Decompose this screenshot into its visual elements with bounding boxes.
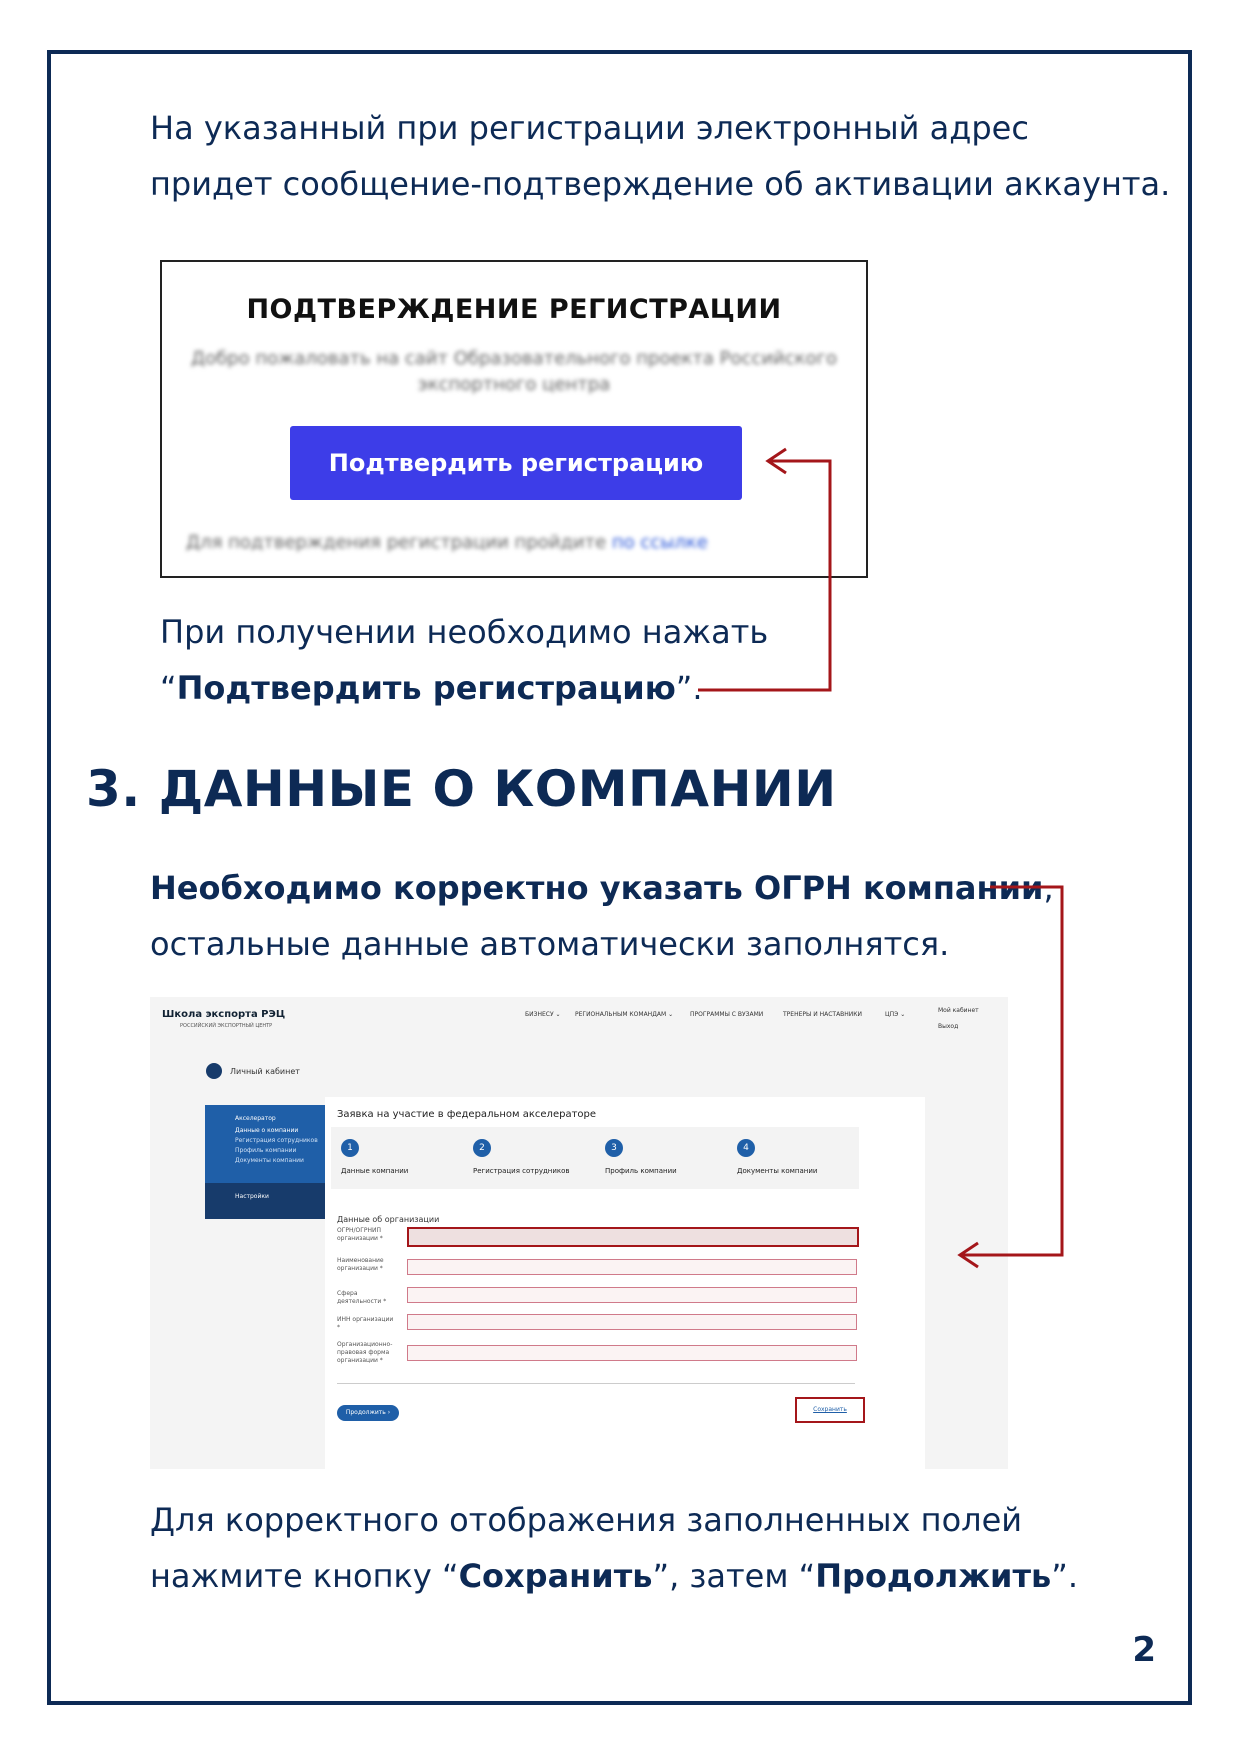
legal-form-label: Организационно-правовая форма организации * (337, 1341, 393, 1364)
nav-regional[interactable]: РЕГИОНАЛЬНЫМ КОМАНДАМ ⌄ (575, 1011, 674, 1018)
my-cabinet-link[interactable]: Мой кабинет (938, 1007, 979, 1014)
ogrn-note-line-2: остальные данные автоматически заполнятся. (150, 925, 950, 963)
welcome-text-2: экспортного центра (417, 374, 611, 395)
nav-trainers[interactable]: ТРЕНЕРЫ И НАСТАВНИКИ (783, 1011, 863, 1018)
step-1[interactable]: 1 Данные компании (331, 1127, 463, 1189)
confirmation-title: ПОДТВЕРЖДЕНИЕ РЕГИСТРАЦИИ (246, 294, 782, 325)
section-title: 3. ДАННЫЕ О КОМПАНИИ (86, 760, 837, 818)
activity-input[interactable] (407, 1287, 857, 1303)
sidebar-accelerator[interactable]: Акселератор (235, 1115, 276, 1122)
footer-link[interactable]: по ссылке (611, 532, 708, 553)
page-number: 2 (1132, 1630, 1156, 1670)
save-button[interactable]: Сохранить (795, 1397, 865, 1423)
application-form (325, 1097, 925, 1469)
final-note-line-2: нажмите кнопку “Сохранить”, затем “Продолжить”. (150, 1557, 1078, 1595)
final-note-line-1: Для корректного отображения заполненных полей (150, 1501, 1023, 1539)
sidebar-company-data[interactable]: Данные о компании (235, 1127, 299, 1134)
user-icon (206, 1063, 222, 1079)
continue-button[interactable]: Продолжить › (337, 1405, 399, 1421)
sidebar-settings[interactable]: Настройки (235, 1193, 269, 1200)
application-form-screenshot (150, 997, 1008, 1469)
sidebar-company-profile[interactable]: Профиль компании (235, 1147, 297, 1154)
save-bold: Сохранить (458, 1557, 653, 1595)
form-title: Заявка на участие в федеральном акселераторе (337, 1109, 597, 1120)
confirm-registration-button[interactable]: Подтвердить регистрацию (290, 426, 742, 500)
nav-cpe[interactable]: ЦПЭ ⌄ (885, 1011, 906, 1018)
inn-label: ИНН организации * (337, 1316, 394, 1331)
footer-text: Для подтверждения регистрации пройдите (186, 532, 607, 553)
nav-business[interactable]: БИЗНЕСУ ⌄ (525, 1011, 561, 1018)
confirmation-email-preview (160, 260, 868, 578)
ogrn-bold: Необходимо корректно указать ОГРН компании (150, 869, 1044, 907)
activity-label: Сфера деятельности * (337, 1290, 387, 1305)
legal-form-input[interactable] (407, 1345, 857, 1361)
ogrn-label: ОГРН/ОГРНИП организации * (337, 1227, 383, 1242)
sidebar-staff-registration[interactable]: Регистрация сотрудников (235, 1137, 318, 1144)
site-logo[interactable]: Школа экспорта РЭЦ (162, 1009, 286, 1020)
nav-universities[interactable]: ПРОГРАММЫ С ВУЗАМИ (690, 1011, 764, 1018)
site-logo-subtitle: РОССИЙСКИЙ ЭКСПОРТНЫЙ ЦЕНТР (180, 1023, 273, 1029)
ogrn-note-line-1: Необходимо корректно указать ОГРН компании, (150, 869, 1054, 907)
org-data-heading: Данные об организации (337, 1215, 440, 1224)
name-input[interactable] (407, 1259, 857, 1275)
confirm-footer (186, 532, 708, 553)
step-2[interactable]: 2 Регистрация сотрудников (463, 1127, 595, 1189)
after-confirm-line-1: При получении необходимо нажать (160, 613, 769, 651)
inn-input[interactable] (407, 1314, 857, 1330)
step-4[interactable]: 4 Документы компании (727, 1127, 859, 1189)
intro-line-1: На указанный при регистрации электронный адрес (150, 109, 1029, 147)
after-confirm-line-2: “Подтвердить регистрацию”. (160, 669, 703, 707)
intro-line-2: придет сообщение-подтверждение об активации аккаунта. (150, 165, 1171, 203)
cabinet-title: Личный кабинет (230, 1067, 300, 1076)
sidebar-company-documents[interactable]: Документы компании (235, 1157, 304, 1164)
exit-link[interactable]: Выход (938, 1023, 959, 1030)
name-label: Наименование организации * (337, 1257, 384, 1272)
form-divider (337, 1383, 855, 1384)
bold-confirm: Подтвердить регистрацию (176, 669, 676, 707)
sidebar (205, 1105, 325, 1219)
welcome-text-1: Добро пожаловать на сайт Образовательного проекта Российского (191, 348, 837, 369)
step-3[interactable]: 3 Профиль компании (595, 1127, 727, 1189)
continue-bold: Продолжить (815, 1557, 1052, 1595)
ogrn-input[interactable] (407, 1227, 859, 1247)
